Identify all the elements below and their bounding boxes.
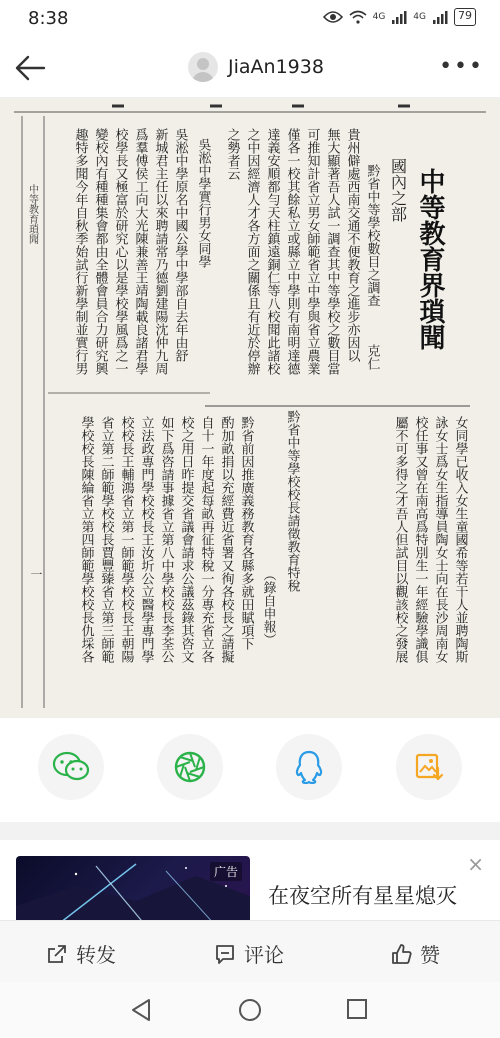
forward-label: 转发 bbox=[76, 943, 116, 967]
author-info[interactable] bbox=[188, 52, 324, 82]
more-options-button[interactable]: ••• bbox=[439, 54, 484, 79]
moments-share-button[interactable] bbox=[157, 734, 223, 800]
triangle-back-icon bbox=[130, 998, 152, 1022]
text-column: 趣特多聞今年自秋季始試行新學制並實行男 bbox=[72, 128, 88, 375]
back-arrow-icon bbox=[12, 50, 48, 86]
thumbs-up-icon bbox=[390, 943, 412, 965]
circle-home-icon bbox=[238, 998, 262, 1022]
text-column: 校校長王輔鴻省立第一師範學校校長王朝陽 bbox=[118, 416, 134, 663]
text-column: 校學長又極富於研究心以是學校學風爲之一 bbox=[112, 128, 128, 375]
wifi-icon bbox=[349, 10, 367, 24]
text-column: 黔省前因推廣義務教育各縣多就田賦項下 bbox=[238, 416, 254, 650]
signal-icon bbox=[391, 10, 407, 24]
text-column: 達義安順都勻天柱鎮遠銅仁等八校聞此諸校 bbox=[264, 128, 280, 375]
text-column: 爲羣傅侯工向大光陳兼善王靖陶載良諸君學 bbox=[132, 128, 148, 375]
article1-author: 克仁 bbox=[364, 344, 380, 370]
text-column: 校之用日昨提交省議會請求公議茲錄其咨文 bbox=[178, 416, 194, 663]
status-icons bbox=[323, 8, 476, 26]
status-bar bbox=[0, 0, 500, 36]
wechat-share-button[interactable] bbox=[38, 734, 104, 800]
text-column: 之勢者云 bbox=[224, 128, 240, 180]
text-column: 無大顯著吾人試一調查其中等學校之數目當 bbox=[324, 128, 340, 375]
signal-label-2: 4G bbox=[413, 12, 426, 22]
system-back-button[interactable] bbox=[130, 998, 152, 1026]
signal-label-1: 4G bbox=[372, 12, 386, 22]
text-column: 僅各一校其餘私立或縣立中學則有南明達德 bbox=[284, 128, 300, 375]
text-column: 立法政專門學校校長王汝圻公立醫學專門學 bbox=[138, 416, 154, 663]
system-home-button[interactable] bbox=[238, 998, 262, 1026]
forward-button[interactable] bbox=[46, 939, 116, 968]
qq-share-button[interactable] bbox=[276, 734, 342, 800]
section-title: 國內之部 bbox=[388, 158, 408, 222]
ad-banner[interactable] bbox=[0, 840, 500, 920]
text-column: 屬不可多得之才吾人但試目以觀該校之發展 bbox=[392, 416, 408, 663]
article3-source: （錄自申報） bbox=[260, 568, 276, 646]
article1-title: 黔省中等學校數目之調查 bbox=[364, 164, 380, 307]
page-number: 一 bbox=[29, 568, 43, 580]
back-button[interactable] bbox=[12, 50, 48, 86]
wechat-icon bbox=[52, 751, 90, 783]
square-recents-icon bbox=[346, 998, 368, 1020]
article2-title: 吳淞中學實行男女同學 bbox=[195, 138, 211, 268]
text-column: 女同學已收入女生童國希等若干人並聘陶斯 bbox=[452, 416, 468, 663]
text-column: 可推知計省立男女師範省立中學與省立農業 bbox=[304, 128, 320, 375]
text-column: 詠女士爲女生指導員陶女士向在長沙周南女 bbox=[432, 416, 448, 663]
comment-icon bbox=[214, 943, 236, 965]
ad-thumbnail[interactable] bbox=[16, 856, 250, 920]
save-image-icon bbox=[414, 752, 444, 782]
author-name[interactable]: JiaAn1938 bbox=[228, 56, 324, 78]
system-nav-bar bbox=[0, 982, 500, 1038]
system-recents-button[interactable] bbox=[346, 998, 368, 1024]
signal-icon-2 bbox=[432, 10, 448, 24]
ad-tag: 广告 bbox=[210, 862, 242, 881]
text-column: 學校校長陳綸省立第四師範學校校長仇埰各 bbox=[78, 416, 94, 663]
text-column: 酌加畝捐以充經費近省署又徇各校長之請擬 bbox=[218, 416, 234, 663]
like-label: 赞 bbox=[420, 943, 440, 967]
share-row bbox=[0, 722, 500, 822]
headline: 中等教育界瑣聞 bbox=[415, 168, 445, 350]
text-column: 變校內有種種集會都由全體會員合力研究興 bbox=[92, 128, 108, 375]
qq-icon bbox=[294, 750, 324, 784]
ad-title[interactable]: 在夜空所有星星熄灭 bbox=[268, 884, 457, 908]
comment-button[interactable] bbox=[214, 939, 284, 968]
eye-icon bbox=[323, 10, 343, 24]
text-column: 新城君主任以來聘請常乃德劉建陽沈仲九周 bbox=[152, 128, 168, 375]
avatar[interactable] bbox=[188, 52, 218, 82]
like-button[interactable] bbox=[390, 939, 440, 968]
text-column: 吳淞中學原名中國公學中學部自去年由舒 bbox=[172, 128, 188, 362]
save-image-button[interactable] bbox=[396, 734, 462, 800]
text-column: 校任事又曾在南高爲特別生一年經驗學識俱 bbox=[412, 416, 428, 663]
article-image[interactable] bbox=[0, 98, 500, 718]
section-divider bbox=[0, 822, 500, 840]
margin-label: 中等教育瑣聞 bbox=[26, 184, 38, 244]
comment-label: 评论 bbox=[244, 943, 284, 967]
action-bar bbox=[0, 920, 500, 982]
forward-icon bbox=[46, 943, 68, 965]
text-column: 自十一年度起每畝再征特稅一分專充省立各 bbox=[198, 416, 214, 663]
article3-body bbox=[79, 415, 255, 664]
text-column: 之中因經濟人才各方面之關係且有近於停辦 bbox=[244, 128, 260, 375]
text-column: 貴州僻處西南交通不便教育之進步亦因以 bbox=[344, 128, 360, 362]
newspaper-scan bbox=[0, 98, 500, 718]
text-column: 如下爲咨請事據省立第八中學校校長李荃公 bbox=[158, 416, 174, 663]
moments-icon bbox=[173, 750, 207, 784]
nav-bar bbox=[0, 36, 500, 98]
article3-title: 黔省中等學校校長請徵教育特稅 bbox=[284, 410, 300, 592]
battery-icon: 79 bbox=[454, 8, 476, 26]
status-time: 8:38 bbox=[28, 8, 69, 29]
text-column: 省立第二師範學校校長賈豐臻省立第三師範 bbox=[98, 416, 114, 663]
ad-close-button[interactable]: × bbox=[467, 852, 484, 876]
